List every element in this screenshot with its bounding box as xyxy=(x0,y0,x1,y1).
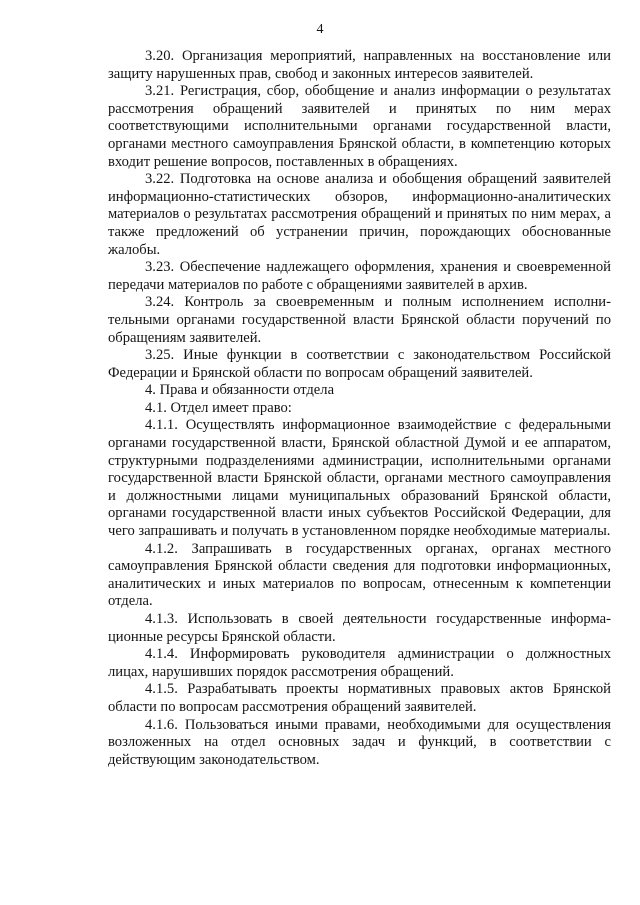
paragraph-3-20: 3.20. Организация мероприятий, направленных на восстановление или защиту нарушенных прав, свобод и законных интересов заявителей. xyxy=(108,48,611,82)
paragraph-3-25: 3.25. Иные функции в соответствии с законодательством Российской Федерации и Брянской области по вопросам обращений заявителей. xyxy=(108,347,611,381)
paragraph-4-1-4: 4.1.4. Информировать руководителя администрации о должностных лицах, нарушивших порядок рассмотрения обращений. xyxy=(108,646,611,680)
document-body xyxy=(108,48,611,769)
paragraph-3-22: 3.22. Подготовка на основе анализа и обобщения обращений заявителей информационно-статистических обзоров, информационно-аналитических материалов о результатах рассмотрения обращений и принятых по ним мерах, а также предложений об устранении причин, порождающих обоснованные жалобы. xyxy=(108,171,611,258)
paragraph-3-21: 3.21. Регистрация, сбор, обобщение и анализ информации о результатах рассмотрения обращений заявителей и принятых по ним мерах соответствующими исполнительными органами государственной власти, органами местного самоуправления Брянской области, в компетенцию которых входит решение вопросов, поставленных в обращениях. xyxy=(108,83,611,170)
page-number: 4 xyxy=(316,22,324,37)
paragraph-3-23: 3.23. Обеспечение надлежащего оформления, хранения и своевременной передачи материалов по работе с обращениями заявителей в архив. xyxy=(108,259,611,293)
paragraph-4-1-3: 4.1.3. Использовать в своей деятельности государственные информационные ресурсы Брянской области. xyxy=(108,611,611,645)
section-heading: 4. Права и обязанности отдела xyxy=(145,382,335,399)
paragraph-4-1-2: 4.1.2. Запрашивать в государственных органах, органах местного самоуправления Брянской области сведения для подготовки информационных, аналитических и иных материалов по вопросам, отнесенным к компетенции отдела. xyxy=(108,540,611,610)
paragraph-4-1-6: 4.1.6. Пользоваться иными правами, необходимыми для осуществления возложенных на отдел основных задач и функций, в соответствии с действующим законодательством. xyxy=(108,716,611,768)
paragraph-3-24: 3.24. Контроль за своевременным и полным исполнением исполнительными органами государственной власти Брянской области поручений по обращениям заявителей. xyxy=(108,294,611,346)
paragraph-4-1: 4.1. Отдел имеет право: xyxy=(145,399,292,416)
paragraph-4-1-5: 4.1.5. Разрабатывать проекты нормативных правовых актов Брянской области по вопросам рассмотрения обращений заявителей. xyxy=(108,681,611,715)
paragraph-4-1-1: 4.1.1. Осуществлять информационное взаимодействие с федеральными органами государственной власти, Брянской областной Думой и ее аппаратом, структурными подразделениями администрации, исполнительными органами государственной власти Брянской области, органами местного самоуправления и должностными лицами муниципальных образований Брянской области, органами государственной власти иных субъектов Российской Федерации, для чего запрашивать и получать в установленном порядке необходимые материалы. xyxy=(108,417,611,540)
